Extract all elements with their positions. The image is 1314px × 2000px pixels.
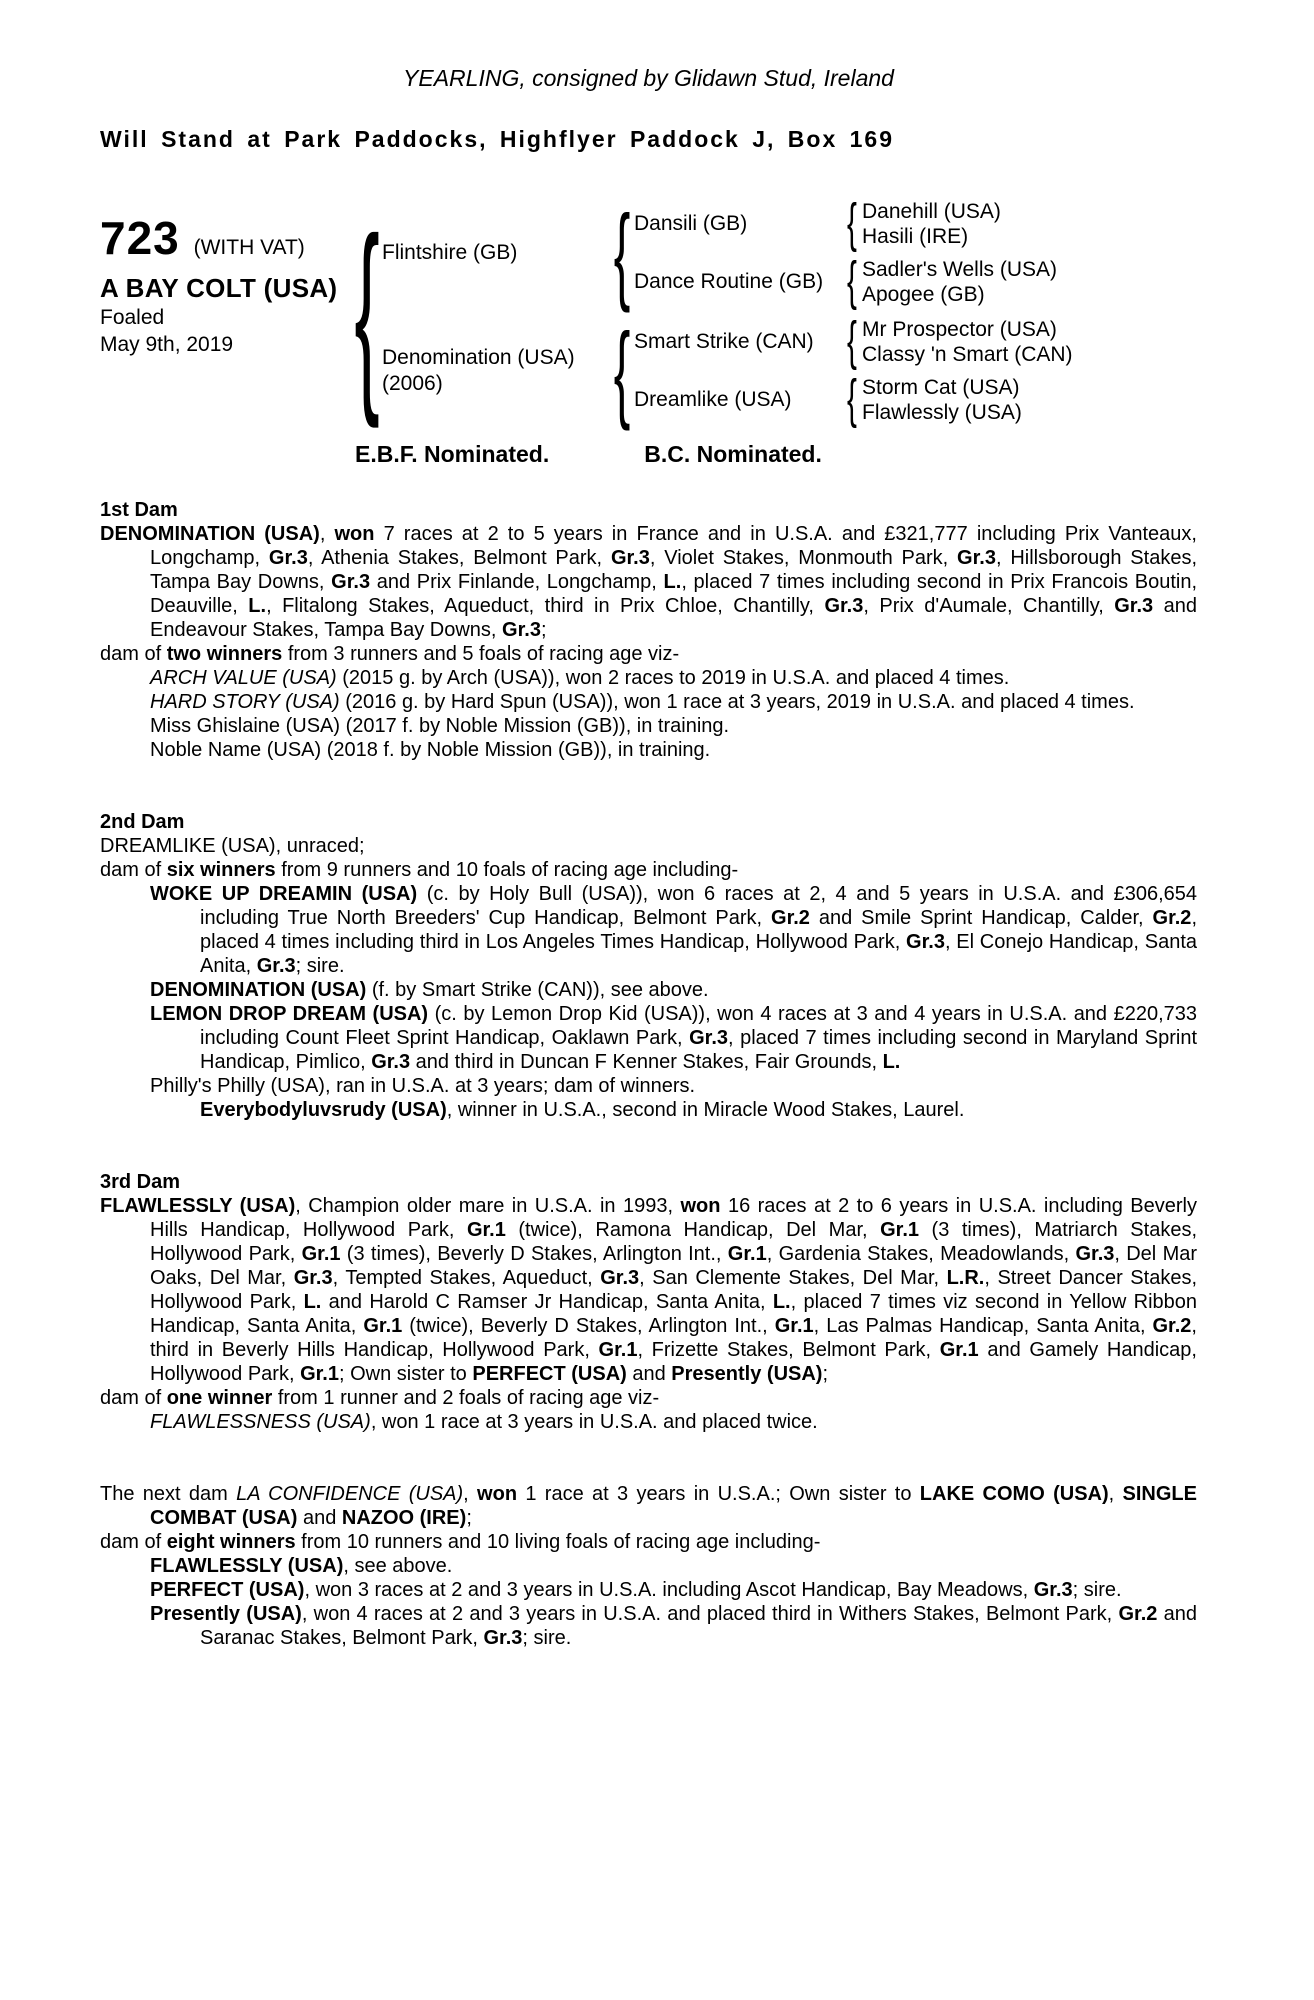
section-heading: 2nd Dam xyxy=(100,811,185,833)
catalogue-paragraph: Miss Ghislaine (USA) (2017 f. by Noble Mission (GB)), in training. xyxy=(150,715,730,737)
foaled-date: May 9th, 2019 xyxy=(100,333,234,356)
dam-section xyxy=(100,1482,1197,1650)
sire-sire-dam-name: Hasili (IRE) xyxy=(862,225,969,248)
catalogue-paragraph: Everybodyluvsrudy (USA), winner in U.S.A., second in Miracle Wood Stakes, Laurel. xyxy=(200,1099,965,1121)
sire-sire-brace-icon: { xyxy=(847,193,857,254)
catalogue-paragraph: Noble Name (USA) (2018 f. by Noble Mission (GB)), in training. xyxy=(150,739,711,761)
dam-sire-brace-icon: { xyxy=(847,311,857,372)
catalogue-paragraph: dam of six winners from 9 runners and 10 foals of racing age including- xyxy=(100,859,739,881)
catalogue-paragraph: dam of eight winners from 10 runners and 10 living foals of racing age including- xyxy=(100,1531,821,1553)
dam-dam-row xyxy=(634,369,1073,430)
catalogue-paragraph: dam of two winners from 3 runners and 5 foals of racing age viz- xyxy=(100,643,680,665)
dam-sire-name: Smart Strike (CAN) xyxy=(634,330,814,353)
dam-sire-sire-name: Mr Prospector (USA) xyxy=(862,318,1057,341)
section-heading: 1st Dam xyxy=(100,499,178,521)
sire-sire-name: Dansili (GB) xyxy=(634,212,748,235)
sire-dam-row xyxy=(634,251,1057,312)
sire-half xyxy=(382,192,1073,314)
catalogue-paragraph: FLAWLESSLY (USA), Champion older mare in U.S.A. in 1993, won 16 races at 2 to 6 years in U.S.A. including Beverly Hills Handicap, Hollywood Park, Gr.1 (twice), Ramona Handicap, Del Mar, Gr.1 (3 times), Matriarch Stakes, Hollywood Park, Gr.1 (3 times), Beverly D Stakes, Arlington Int., Gr.1, Gardenia Stakes, Meadowlands, Gr.3, Del Mar Oaks, Del Mar, Gr.3, Tempted Stakes, Aqueduct, Gr.3, San Clemente Stakes, Del Mar, L.R., Street Dancer Stakes, Hollywood Park, L. and Harold C Ramser Jr Handicap, Santa Anita, L., placed 7 times viz second in Yellow Ribbon Handicap, Santa Anita, Gr.1 (twice), Beverly D Stakes, Arlington Int., Gr.1, Las Palmas Handicap, Santa Anita, Gr.2, third in Beverly Hills Handicap, Hollywood Park, Gr.1, Frizette Stakes, Belmont Park, Gr.1 and Gamely Handicap, Hollywood Park, Gr.1; Own sister to PERFECT (USA) and Presently (USA); xyxy=(100,1195,1198,1385)
section-heading: 3rd Dam xyxy=(100,1171,181,1193)
sire-dam-sire-name: Sadler's Wells (USA) xyxy=(862,258,1057,281)
dam-brace-icon: { xyxy=(613,310,631,432)
dam-sire-dam-name: Classy 'n Smart (CAN) xyxy=(862,343,1073,366)
catalogue-paragraph: FLAWLESSLY (USA), see above. xyxy=(150,1555,453,1577)
dam-section xyxy=(100,810,1197,1122)
catalogue-paragraph: Presently (USA), won 4 races at 2 and 3 years in U.S.A. and placed third in Withers Stakes, Belmont Park, Gr.2 and Saranac Stakes, Belmont Park, Gr.3; sire. xyxy=(150,1603,1197,1649)
dam-dam-dam-name: Flawlessly (USA) xyxy=(862,401,1022,424)
dam-dam-brace-icon: { xyxy=(847,369,857,430)
vat-note: (WITH VAT) xyxy=(193,236,305,259)
dam-half xyxy=(382,310,1073,432)
bc-nominated: B.C. Nominated. xyxy=(644,441,822,467)
dam-dam-name: Dreamlike (USA) xyxy=(634,388,792,411)
sire-name: Flintshire (GB) xyxy=(382,241,518,264)
catalogue-paragraph: HARD STORY (USA) (2016 g. by Hard Spun (USA)), won 1 race at 3 years, 2019 in U.S.A. and placed 4 times. xyxy=(150,691,1135,713)
stand-location-line: Will Stand at Park Paddocks, Highflyer Paddock J, Box 169 xyxy=(100,126,894,152)
catalogue-sections xyxy=(100,498,1197,1650)
dam-sire-row xyxy=(634,311,1073,372)
sire-dam-brace-icon: { xyxy=(847,251,857,312)
catalogue-paragraph: dam of one winner from 1 runner and 2 foals of racing age viz- xyxy=(100,1387,660,1409)
dam-section xyxy=(100,498,1197,762)
catalogue-paragraph: ARCH VALUE (USA) (2015 g. by Arch (USA)), won 2 races to 2019 in U.S.A. and placed 4 times. xyxy=(150,667,1010,689)
catalogue-paragraph: DENOMINATION (USA) (f. by Smart Strike (CAN)), see above. xyxy=(150,979,709,1001)
lot-info xyxy=(100,199,352,358)
nominations-line xyxy=(100,441,1197,468)
catalogue-paragraph: The next dam LA CONFIDENCE (USA), won 1 race at 3 years in U.S.A.; Own sister to LAKE COMO (USA), SINGLE COMBAT (USA) and NAZOO (IRE); xyxy=(100,1483,1197,1529)
dam-dam-sire-name: Storm Cat (USA) xyxy=(862,376,1020,399)
sire-sire-row xyxy=(634,193,1057,254)
dam-section xyxy=(100,1170,1197,1434)
sire-sire-sire-name: Danehill (USA) xyxy=(862,200,1001,223)
dam-name: Denomination (USA) xyxy=(382,346,575,369)
sire-dam-dam-name: Apogee (GB) xyxy=(862,283,985,306)
catalogue-paragraph: FLAWLESSNESS (USA), won 1 race at 3 years in U.S.A. and placed twice. xyxy=(150,1411,818,1433)
sire-dam-name: Dance Routine (GB) xyxy=(634,270,824,293)
lot-description: A BAY COLT (USA) xyxy=(100,273,338,303)
catalogue-paragraph: DREAMLIKE (USA), unraced; xyxy=(100,835,365,857)
ebf-nominated: E.B.F. Nominated. xyxy=(355,441,550,467)
catalogue-paragraph: Philly's Philly (USA), ran in U.S.A. at 3 years; dam of winners. xyxy=(150,1075,696,1097)
catalogue-paragraph: WOKE UP DREAMIN (USA) (c. by Holy Bull (USA)), won 6 races at 2, 4 and 5 years in U.S.A. and £306,654 including True North Breeders' Cup Handicap, Belmont Park, Gr.2 and Smile Sprint Handicap, Calder, Gr.2, placed 4 times including third in Los Angeles Times Handicap, Hollywood Park, Gr.3, El Conejo Handicap, Santa Anita, Gr.3; sire. xyxy=(150,883,1198,977)
catalogue-paragraph: DENOMINATION (USA), won 7 races at 2 to 5 years in France and in U.S.A. and £321,777 including Prix Vanteaux, Longchamp, Gr.3, Athenia Stakes, Belmont Park, Gr.3, Violet Stakes, Monmouth Park, Gr.3, Hillsborough Stakes, Tampa Bay Downs, Gr.3 and Prix Finlande, Longchamp, L., placed 7 times including second in Prix Francois Boutin, Deauville, L., Flitalong Stakes, Aqueduct, third in Prix Chloe, Chantilly, Gr.3, Prix d'Aumale, Chantilly, Gr.3 and Endeavour Stakes, Tampa Bay Downs, Gr.3; xyxy=(100,523,1198,641)
foaled-label: Foaled xyxy=(100,306,165,329)
lot-number-line xyxy=(100,211,352,265)
consignor-line: YEARLING, consigned by Glidawn Stud, Ireland xyxy=(403,65,894,91)
lot-number: 723 xyxy=(100,212,180,264)
catalogue-paragraph: PERFECT (USA), won 3 races at 2 and 3 years in U.S.A. including Ascot Handicap, Bay Meadows, Gr.3; sire. xyxy=(150,1579,1122,1601)
pedigree-block xyxy=(100,192,1197,432)
pedigree-main-brace-icon: { xyxy=(354,193,380,429)
dam-year: (2006) xyxy=(382,372,443,395)
pedigree-tree xyxy=(382,192,1073,432)
catalogue-paragraph: LEMON DROP DREAM (USA) (c. by Lemon Drop Kid (USA)), won 4 races at 3 and 4 years in U.S.A. and £220,733 including Count Fleet Sprint Handicap, Oaklawn Park, Gr.3, placed 7 times including second in Maryland Sprint Handicap, Pimlico, Gr.3 and third in Duncan F Kenner Stakes, Fair Grounds, L. xyxy=(150,1003,1197,1073)
sire-brace-icon: { xyxy=(613,192,631,314)
